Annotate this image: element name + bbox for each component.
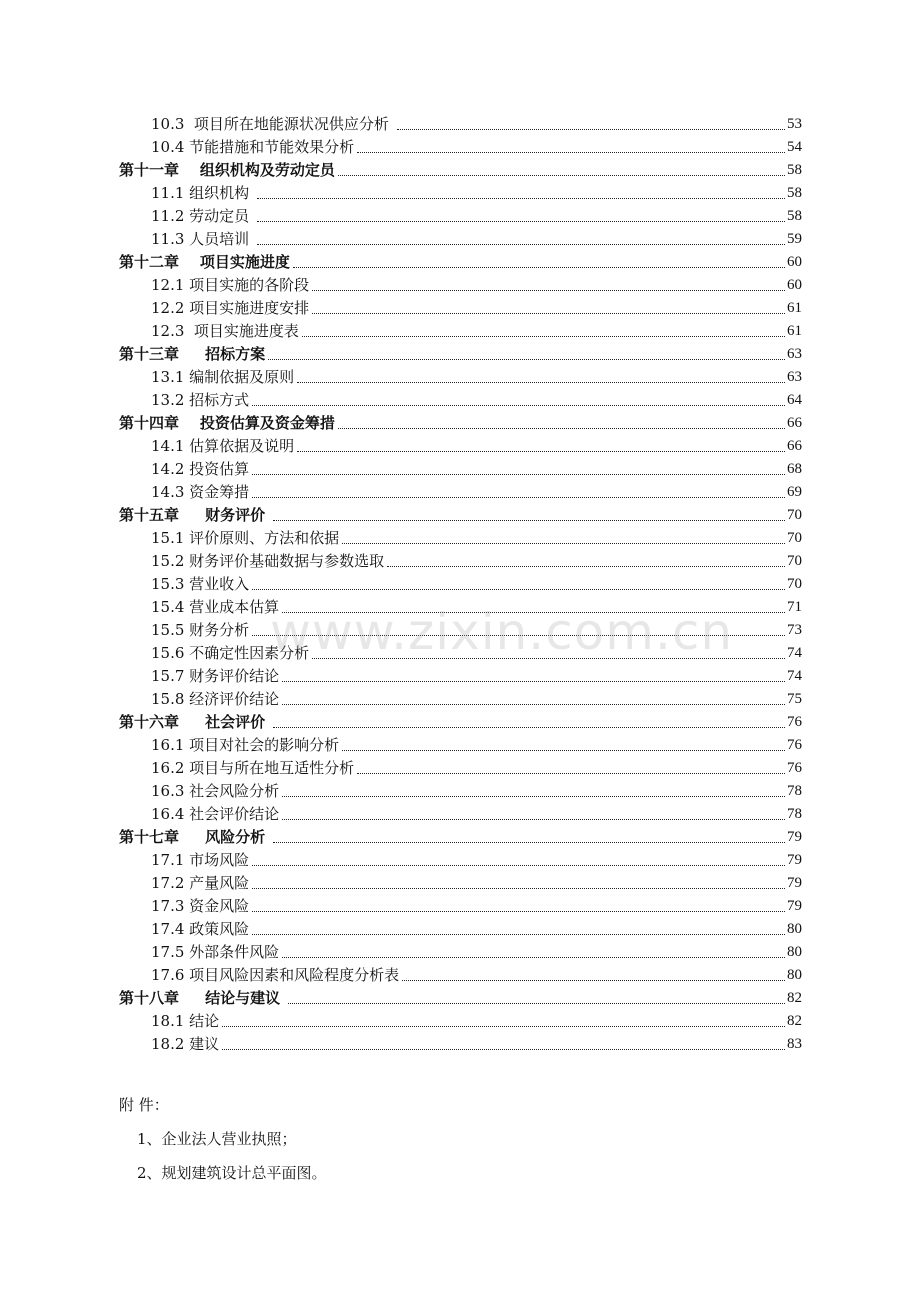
toc-section-row[interactable] — [0, 456, 920, 479]
toc-entry-title: 18.2 建议 — [151, 1035, 220, 1053]
toc-page-number: 79 — [787, 852, 802, 868]
dot-leader — [252, 865, 785, 866]
toc-entry-title: 17.5 外部条件风险 — [151, 943, 280, 961]
toc-page-number: 54 — [787, 139, 802, 155]
toc-page-number: 79 — [787, 898, 802, 914]
toc-entry-title: 15.4 营业成本估算 — [151, 598, 280, 616]
toc-page-number: 76 — [787, 737, 802, 753]
dot-leader — [297, 451, 785, 452]
toc-entry-title: 第十五章 财务评价 — [119, 506, 271, 524]
toc-entry-title: 15.8 经济评价结论 — [151, 690, 280, 708]
toc-page-number: 61 — [787, 300, 802, 316]
dot-leader — [252, 888, 785, 889]
watermark: www.zixin.com.cn — [270, 603, 734, 661]
dot-leader — [222, 1049, 785, 1050]
dot-leader — [273, 520, 785, 521]
toc-page-number: 80 — [787, 967, 802, 983]
dot-leader — [282, 957, 785, 958]
toc-page-number: 66 — [787, 415, 802, 431]
toc-section-row[interactable] — [0, 686, 920, 709]
toc-section-row[interactable] — [0, 134, 920, 157]
dot-leader — [402, 980, 785, 981]
toc-page-number: 60 — [787, 254, 802, 270]
toc-entry-title: 17.3 资金风险 — [151, 897, 250, 915]
toc-page-number: 60 — [787, 277, 802, 293]
toc-entry-title: 14.3 资金筹措 — [151, 483, 250, 501]
toc-section-row[interactable] — [0, 893, 920, 916]
toc-entry-title: 14.2 投资估算 — [151, 460, 250, 478]
toc-page-number: 53 — [787, 116, 802, 132]
toc-entry-title: 12.2 项目实施进度安排 — [151, 299, 310, 317]
toc-section-row[interactable] — [0, 318, 920, 341]
toc-entry-title: 17.1 市场风险 — [151, 851, 250, 869]
dot-leader — [338, 428, 785, 429]
toc-chapter-row[interactable] — [0, 410, 920, 433]
toc-section-row[interactable] — [0, 295, 920, 318]
dot-leader — [273, 842, 785, 843]
toc-entry-title: 第十四章 投资估算及资金筹措 — [119, 414, 335, 432]
toc-page-number: 70 — [787, 530, 802, 546]
dot-leader — [293, 267, 785, 268]
toc-section-row[interactable] — [0, 203, 920, 226]
toc-entry-title: 第十三章 招标方案 — [119, 345, 266, 363]
toc-entry-title: 15.5 财务分析 — [151, 621, 250, 639]
toc-entry-title: 18.1 结论 — [151, 1012, 220, 1030]
toc-entry-title: 第十二章 项目实施进度 — [119, 253, 290, 271]
toc-chapter-row[interactable] — [0, 709, 920, 732]
toc-entry-title: 10.3 项目所在地能源状况供应分析 — [151, 115, 394, 133]
toc-page-number: 79 — [787, 875, 802, 891]
dot-leader — [257, 221, 785, 222]
toc-entry-title: 13.1 编制依据及原则 — [151, 368, 295, 386]
toc-entry-title: 15.2 财务评价基础数据与参数选取 — [151, 552, 385, 570]
toc-chapter-row[interactable] — [0, 502, 920, 525]
toc-section-row[interactable] — [0, 571, 920, 594]
toc-chapter-row[interactable] — [0, 824, 920, 847]
toc-entry-title: 15.6 不确定性因素分析 — [151, 644, 310, 662]
dot-leader — [397, 129, 785, 130]
dot-leader — [312, 290, 785, 291]
toc-section-row[interactable] — [0, 272, 920, 295]
toc-page-number: 66 — [787, 438, 802, 454]
dot-leader — [252, 497, 785, 498]
toc-section-row[interactable] — [0, 180, 920, 203]
toc-entry-title: 12.3 项目实施进度表 — [151, 322, 299, 340]
dot-leader — [387, 566, 785, 567]
toc-entry-title: 13.2 招标方式 — [151, 391, 250, 409]
toc-page-number: 75 — [787, 691, 802, 707]
dot-leader — [222, 1026, 785, 1027]
toc-section-row[interactable] — [0, 847, 920, 870]
toc-entry-title: 15.3 营业收入 — [151, 575, 250, 593]
toc-entry-title: 12.1 项目实施的各阶段 — [151, 276, 310, 294]
appendix-item: 2、规划建筑设计总平面图。 — [137, 1164, 327, 1182]
toc-section-row[interactable] — [0, 732, 920, 755]
table-of-contents — [0, 111, 920, 1054]
toc-entry-title: 第十七章 风险分析 — [119, 828, 271, 846]
toc-page-number: 63 — [787, 369, 802, 385]
toc-page-number: 78 — [787, 806, 802, 822]
toc-entry-title: 15.1 评价原则、方法和依据 — [151, 529, 340, 547]
toc-entry-title: 16.2 项目与所在地互适性分析 — [151, 759, 355, 777]
toc-entry-title: 17.6 项目风险因素和风险程度分析表 — [151, 966, 400, 984]
toc-page-number: 58 — [787, 185, 802, 201]
toc-page-number: 58 — [787, 208, 802, 224]
dot-leader — [312, 313, 785, 314]
toc-section-row[interactable] — [0, 962, 920, 985]
toc-section-row[interactable] — [0, 525, 920, 548]
toc-page-number: 78 — [787, 783, 802, 799]
dot-leader — [338, 175, 785, 176]
dot-leader — [288, 1003, 785, 1004]
toc-section-row[interactable] — [0, 778, 920, 801]
toc-section-row[interactable] — [0, 548, 920, 571]
toc-entry-title: 15.7 财务评价结论 — [151, 667, 280, 685]
toc-section-row[interactable] — [0, 1031, 920, 1054]
dot-leader — [282, 681, 785, 682]
dot-leader — [342, 750, 785, 751]
dot-leader — [302, 336, 785, 337]
toc-section-row[interactable] — [0, 479, 920, 502]
toc-entry-title: 10.4 节能措施和节能效果分析 — [151, 138, 355, 156]
toc-page-number: 73 — [787, 622, 802, 638]
toc-entry-title: 第十六章 社会评价 — [119, 713, 271, 731]
dot-leader — [273, 727, 785, 728]
toc-entry-title: 16.1 项目对社会的影响分析 — [151, 736, 340, 754]
toc-page-number: 76 — [787, 760, 802, 776]
toc-section-row[interactable] — [0, 870, 920, 893]
toc-page-number: 69 — [787, 484, 802, 500]
toc-page-number: 58 — [787, 162, 802, 178]
dot-leader — [357, 152, 785, 153]
dot-leader — [282, 704, 785, 705]
dot-leader — [257, 244, 785, 245]
toc-page-number: 70 — [787, 507, 802, 523]
toc-page-number: 70 — [787, 576, 802, 592]
toc-section-row[interactable] — [0, 755, 920, 778]
toc-page-number: 70 — [787, 553, 802, 569]
toc-chapter-row[interactable] — [0, 157, 920, 180]
dot-leader — [252, 934, 785, 935]
toc-section-row[interactable] — [0, 226, 920, 249]
toc-entry-title: 17.4 政策风险 — [151, 920, 250, 938]
toc-section-row[interactable] — [0, 364, 920, 387]
toc-page-number: 83 — [787, 1036, 802, 1052]
toc-page-number: 59 — [787, 231, 802, 247]
toc-section-row[interactable] — [0, 916, 920, 939]
appendix — [119, 1094, 327, 1185]
dot-leader — [357, 773, 785, 774]
dot-leader — [252, 474, 785, 475]
toc-page-number: 68 — [787, 461, 802, 477]
toc-entry-title: 17.2 产量风险 — [151, 874, 250, 892]
toc-section-row[interactable] — [0, 939, 920, 962]
dot-leader — [342, 543, 785, 544]
toc-page-number: 80 — [787, 944, 802, 960]
dot-leader — [257, 198, 785, 199]
dot-leader — [268, 359, 785, 360]
toc-entry-title: 第十八章 结论与建议 — [119, 989, 286, 1007]
dot-leader — [252, 589, 785, 590]
toc-chapter-row[interactable] — [0, 249, 920, 272]
toc-page-number: 79 — [787, 829, 802, 845]
toc-entry-title: 16.4 社会评价结论 — [151, 805, 280, 823]
toc-entry-title: 16.3 社会风险分析 — [151, 782, 280, 800]
toc-entry-title: 14.1 估算依据及说明 — [151, 437, 295, 455]
toc-chapter-row[interactable] — [0, 341, 920, 364]
toc-page-number: 82 — [787, 1013, 802, 1029]
dot-leader — [282, 796, 785, 797]
toc-section-row[interactable] — [0, 111, 920, 134]
toc-page-number: 74 — [787, 668, 802, 684]
toc-section-row[interactable] — [0, 433, 920, 456]
toc-page-number: 82 — [787, 990, 802, 1006]
toc-page-number: 80 — [787, 921, 802, 937]
toc-page-number: 64 — [787, 392, 802, 408]
dot-leader — [297, 382, 785, 383]
toc-section-row[interactable] — [0, 801, 920, 824]
toc-page-number: 63 — [787, 346, 802, 362]
toc-entry-title: 11.1 组织机构 — [151, 184, 254, 202]
toc-page-number: 76 — [787, 714, 802, 730]
appendix-heading: 附 件： — [119, 1096, 169, 1114]
dot-leader — [282, 819, 785, 820]
toc-page-number: 74 — [787, 645, 802, 661]
toc-entry-title: 第十一章 组织机构及劳动定员 — [119, 161, 335, 179]
toc-page-number: 61 — [787, 323, 802, 339]
toc-section-row[interactable] — [0, 663, 920, 686]
dot-leader — [252, 405, 785, 406]
appendix-item: 1、企业法人营业执照； — [137, 1130, 297, 1148]
toc-entry-title: 11.3 人员培训 — [151, 230, 254, 248]
toc-page-number: 71 — [787, 599, 802, 615]
toc-entry-title: 11.2 劳动定员 — [151, 207, 254, 225]
dot-leader — [252, 911, 785, 912]
toc-chapter-row[interactable] — [0, 985, 920, 1008]
toc-section-row[interactable] — [0, 387, 920, 410]
toc-section-row[interactable] — [0, 1008, 920, 1031]
